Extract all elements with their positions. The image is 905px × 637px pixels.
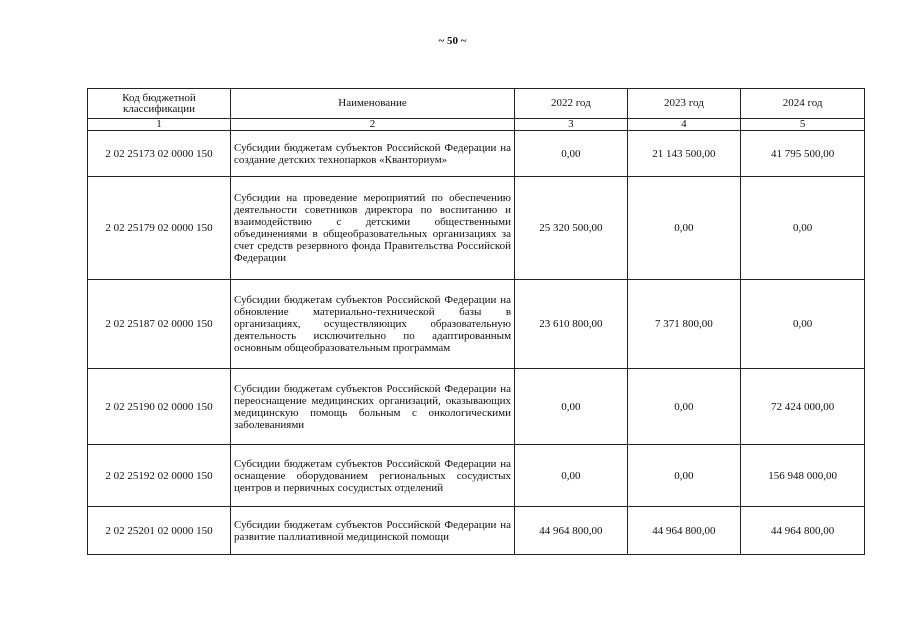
header-2023: 2023 год: [627, 89, 741, 119]
header-2024: 2024 год: [741, 89, 865, 119]
table-row: [88, 507, 865, 555]
row-2023: 0,00: [627, 445, 741, 507]
row-2024: 156 948 000,00: [741, 445, 865, 507]
table-row: [88, 177, 865, 280]
column-number: 4: [627, 119, 741, 131]
column-number-row: [88, 119, 865, 131]
row-2022: 23 610 800,00: [515, 280, 628, 369]
row-name: Субсидии бюджетам субъектов Российской Федерации на переоснащение медицинских организаций, оказывающих медицинскую помощь больным с онкологическими заболеваниями: [231, 369, 515, 445]
table-row: [88, 280, 865, 369]
row-code: 2 02 25173 02 0000 150: [88, 131, 231, 177]
row-name: Субсидии бюджетам субъектов Российской Федерации на обновление материально-технической базы в организациях, осуществляющих образовательную деятельность исключительно по адаптированным основным общеобразовательным программам: [231, 280, 515, 369]
row-2022: 0,00: [515, 369, 628, 445]
row-2024: 0,00: [741, 177, 865, 280]
row-2024: 72 424 000,00: [741, 369, 865, 445]
header-2022: 2022 год: [515, 89, 628, 119]
row-code: 2 02 25179 02 0000 150: [88, 177, 231, 280]
row-2022: 25 320 500,00: [515, 177, 628, 280]
table-row: [88, 369, 865, 445]
header-name: Наименование: [231, 89, 515, 119]
row-2023: 0,00: [627, 177, 741, 280]
column-number: 3: [515, 119, 628, 131]
row-name: Субсидии бюджетам субъектов Российской Федерации на оснащение оборудованием региональных сосудистых центров и первичных сосудистых отделений: [231, 445, 515, 507]
row-2022: 44 964 800,00: [515, 507, 628, 555]
table-row: [88, 445, 865, 507]
row-code: 2 02 25201 02 0000 150: [88, 507, 231, 555]
column-number: 5: [741, 119, 865, 131]
row-code: 2 02 25192 02 0000 150: [88, 445, 231, 507]
row-name: Субсидии бюджетам субъектов Российской Федерации на развитие паллиативной медицинской помощи: [231, 507, 515, 555]
row-2022: 0,00: [515, 131, 628, 177]
row-2024: 44 964 800,00: [741, 507, 865, 555]
column-number: 2: [231, 119, 515, 131]
row-2024: 41 795 500,00: [741, 131, 865, 177]
table-row: [88, 131, 865, 177]
page-number: ~ 50 ~: [438, 35, 467, 47]
column-number: 1: [88, 119, 231, 131]
row-2022: 0,00: [515, 445, 628, 507]
header-code: Код бюджетной классификации: [88, 89, 231, 119]
row-code: 2 02 25187 02 0000 150: [88, 280, 231, 369]
row-2023: 0,00: [627, 369, 741, 445]
row-name: Субсидии бюджетам субъектов Российской Федерации на создание детских технопарков «Кванториум»: [231, 131, 515, 177]
budget-table: [87, 88, 865, 555]
row-2024: 0,00: [741, 280, 865, 369]
row-2023: 7 371 800,00: [627, 280, 741, 369]
row-2023: 44 964 800,00: [627, 507, 741, 555]
header-row: [88, 89, 865, 119]
row-name: Субсидии на проведение мероприятий по обеспечению деятельности советников директора по воспитанию и взаимодействию с детскими общественными объединениями в общеобразовательных организациях за счет средств резервного фонда Правительства Российской Федерации: [231, 177, 515, 280]
row-2023: 21 143 500,00: [627, 131, 741, 177]
row-code: 2 02 25190 02 0000 150: [88, 369, 231, 445]
